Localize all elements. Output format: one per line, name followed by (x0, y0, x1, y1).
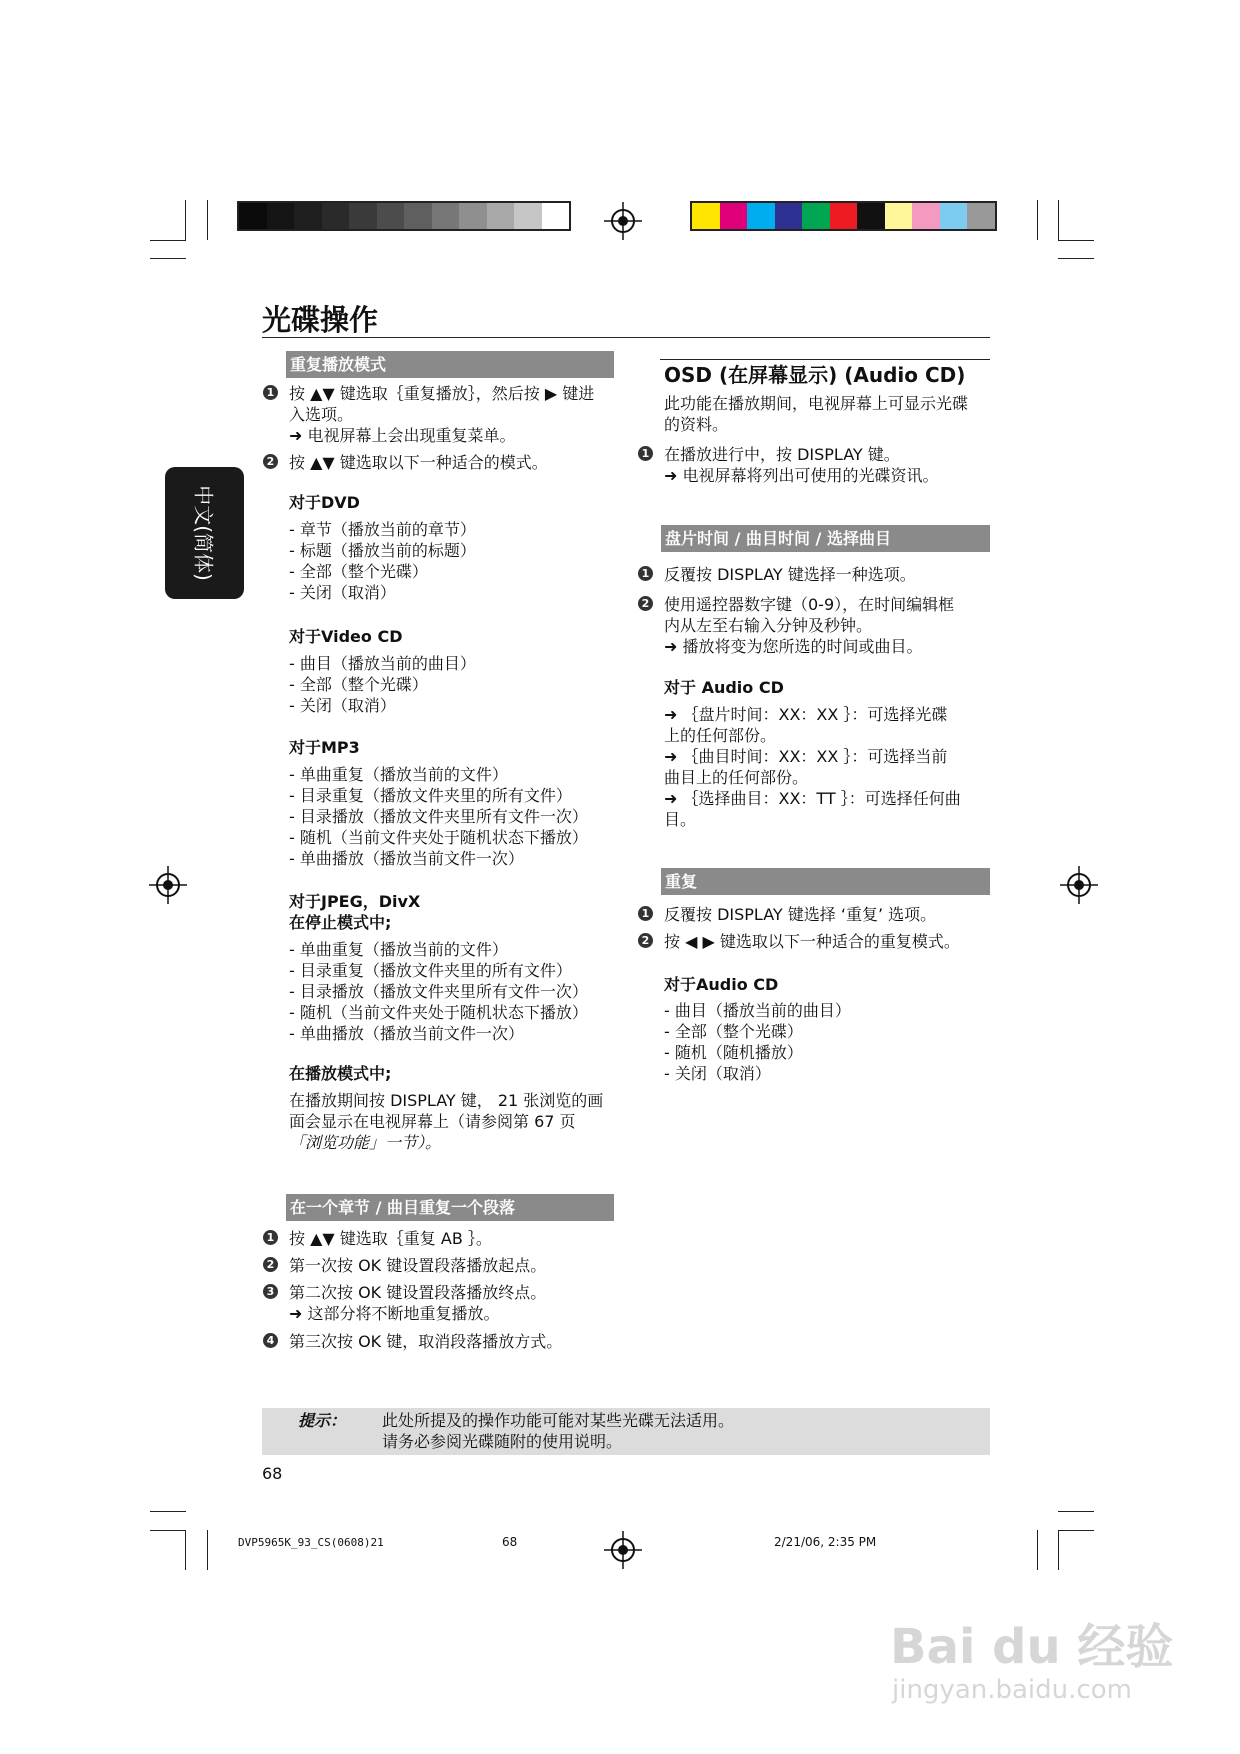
crop-mark (1037, 1530, 1038, 1570)
list-item: - 目录播放（播放文件夹里所有文件一次） (289, 807, 588, 826)
crop-mark (150, 240, 186, 241)
crop-mark (185, 200, 186, 240)
paragraph-line: 在播放期间按 DISPLAY 键， 21 张浏览的画 (289, 1091, 604, 1110)
crop-mark (207, 1530, 208, 1570)
watermark-url: jingyan.baidu.com (892, 1675, 1132, 1705)
crop-mark (1037, 200, 1038, 240)
registration-mark-icon (149, 866, 187, 904)
subheading-audio-cd: 对于 Audio CD (664, 678, 784, 697)
section-header-repeat-mode: 重复播放模式 (286, 351, 614, 378)
step-text: 按 ▲▼ 键选取｛重复播放｝，然后按 ▶ 键进 (289, 384, 595, 403)
step-text: 在播放进行中，按 DISPLAY 键。 (664, 445, 900, 464)
step-number-badge: 2 (263, 1257, 278, 1272)
step-text: 使用遥控器数字键（0-9），在时间编辑框 (664, 595, 955, 614)
option-line: 目。 (664, 810, 697, 829)
section-header-repeat: 重复 (661, 868, 990, 895)
color-calibration-bar (690, 201, 997, 231)
page-number: 68 (262, 1464, 283, 1483)
crop-mark (207, 200, 208, 240)
list-item: - 单曲播放（播放当前文件一次） (289, 849, 524, 868)
list-item: - 随机（当前文件夹处于随机状态下播放） (289, 828, 588, 847)
step-number-badge: 1 (638, 906, 653, 921)
crop-mark (1058, 200, 1059, 240)
step-text: 入选项。 (289, 405, 354, 424)
list-item: - 单曲重复（播放当前的文件） (289, 765, 508, 784)
list-item: - 曲目（播放当前的曲目） (289, 654, 476, 673)
option-line: ➜ ｛选择曲目：XX：TT ｝：可选择任何曲 (664, 789, 961, 808)
tip-line: 请务必参阅光碟随附的使用说明。 (382, 1432, 623, 1451)
step-number-badge: 1 (263, 1230, 278, 1245)
language-tab (165, 467, 244, 599)
color-swatch (542, 203, 570, 229)
color-swatch (294, 203, 322, 229)
footer-page: 68 (502, 1535, 518, 1549)
step-text: 反覆按 DISPLAY 键选择 ‘重复’ 选项。 (664, 905, 937, 924)
subheading-play-mode: 在播放模式中; (289, 1064, 392, 1083)
tip-line: 此处所提及的操作功能可能对某些光碟无法适用。 (382, 1411, 735, 1430)
tip-label: 提示： (298, 1411, 347, 1430)
crop-mark (150, 258, 186, 259)
crop-mark (150, 1530, 186, 1531)
paragraph-line: 面会显示在电视屏幕上（请参阅第 67 页 (289, 1112, 576, 1131)
list-item: - 关闭（取消） (664, 1064, 771, 1083)
color-swatch (404, 203, 432, 229)
page-title: 光碟操作 (262, 303, 379, 337)
paragraph-line: 的资料。 (664, 415, 729, 434)
list-item: - 关闭（取消） (289, 696, 396, 715)
color-swatch (487, 203, 515, 229)
paragraph-line: 「浏览功能」一节）。 (289, 1133, 442, 1152)
registration-mark-icon (604, 1531, 642, 1569)
step-result: ➜ 电视屏幕将列出可使用的光碟资讯。 (664, 466, 939, 485)
osd-heading: OSD (在屏幕显示) (Audio CD) (664, 363, 966, 387)
option-line: ➜ ｛盘片时间：XX：XX ｝：可选择光碟 (664, 705, 948, 724)
color-swatch (940, 203, 968, 229)
registration-mark-icon (604, 202, 642, 240)
color-swatch (692, 203, 720, 229)
list-item: - 全部（整个光碟） (289, 675, 428, 694)
color-swatch (432, 203, 460, 229)
list-item: - 随机（当前文件夹处于随机状态下播放） (289, 1003, 588, 1022)
step-number-badge: 1 (638, 446, 653, 461)
color-swatch (747, 203, 775, 229)
crop-mark (1058, 1530, 1059, 1570)
color-swatch (720, 203, 748, 229)
color-swatch (967, 203, 995, 229)
color-swatch (857, 203, 885, 229)
crop-mark (150, 1511, 186, 1512)
step-text: 按 ▲▼ 键选取｛重复 AB ｝。 (289, 1229, 492, 1248)
option-line: 上的任何部份。 (664, 726, 777, 745)
list-item: - 目录重复（播放文件夹里的所有文件） (289, 786, 572, 805)
step-text: 第三次按 OK 键，取消段落播放方式。 (289, 1332, 563, 1351)
step-number-badge: 4 (263, 1333, 278, 1348)
color-swatch (377, 203, 405, 229)
list-item: - 目录播放（播放文件夹里所有文件一次） (289, 982, 588, 1001)
color-swatch (459, 203, 487, 229)
option-line: 曲目上的任何部份。 (664, 768, 809, 787)
color-swatch (912, 203, 940, 229)
step-result: ➜ 播放将变为您所选的时间或曲目。 (664, 637, 923, 656)
color-swatch (830, 203, 858, 229)
subheading-jpeg: 对于JPEG，DivX (289, 892, 421, 911)
step-number-badge: 2 (638, 933, 653, 948)
list-item: - 全部（整个光碟） (289, 562, 428, 581)
list-item: - 关闭（取消） (289, 583, 396, 602)
step-number-badge: 1 (263, 385, 278, 400)
color-swatch (885, 203, 913, 229)
language-tab-label: 中文(简体) (191, 485, 215, 581)
subheading-audio-cd: 对于Audio CD (664, 975, 779, 994)
step-text: 按 ◀ ▶ 键选取以下一种适合的重复模式。 (664, 932, 960, 951)
option-line: ➜ ｛曲目时间：XX：XX ｝：可选择当前 (664, 747, 948, 766)
step-number-badge: 2 (638, 596, 653, 611)
color-swatch (802, 203, 830, 229)
step-text: 第二次按 OK 键设置段落播放终点。 (289, 1283, 547, 1302)
subheading-vcd: 对于Video CD (289, 627, 403, 646)
step-text: 内从左至右输入分钟及秒钟。 (664, 616, 873, 635)
list-item: - 单曲重复（播放当前的文件） (289, 940, 508, 959)
title-divider (262, 337, 990, 338)
list-item: - 目录重复（播放文件夹里的所有文件） (289, 961, 572, 980)
section-header-ab-repeat: 在一个章节 / 曲目重复一个段落 (286, 1194, 614, 1221)
subheading-mp3: 对于MP3 (289, 738, 360, 757)
subheading-stop-mode: 在停止模式中; (289, 913, 392, 932)
crop-mark (1058, 240, 1094, 241)
footer-date: 2/21/06, 2:35 PM (774, 1535, 877, 1549)
step-number-badge: 3 (263, 1284, 278, 1299)
crop-mark (1058, 1530, 1094, 1531)
color-swatch (349, 203, 377, 229)
crop-mark (1058, 258, 1094, 259)
color-swatch (267, 203, 295, 229)
subheading-dvd: 对于DVD (289, 493, 360, 512)
watermark-brand: Bai du 经验 (890, 1619, 1174, 1675)
list-item: - 标题（播放当前的标题） (289, 541, 476, 560)
list-item: - 单曲播放（播放当前文件一次） (289, 1024, 524, 1043)
crop-mark (185, 1530, 186, 1570)
list-item: - 曲目（播放当前的曲目） (664, 1001, 851, 1020)
osd-divider (660, 359, 990, 360)
step-number-badge: 1 (638, 566, 653, 581)
step-text: 第一次按 OK 键设置段落播放起点。 (289, 1256, 547, 1275)
step-text: 按 ▲▼ 键选取以下一种适合的模式。 (289, 453, 548, 472)
list-item: - 随机（随机播放） (664, 1043, 803, 1062)
crop-mark (1058, 1511, 1094, 1512)
grayscale-calibration-bar (237, 201, 571, 231)
step-result: ➜ 电视屏幕上会出现重复菜单。 (289, 426, 516, 445)
list-item: - 全部（整个光碟） (664, 1022, 803, 1041)
footer-filename: DVP5965K_93_CS(0608)21 (238, 1536, 384, 1549)
step-text: 反覆按 DISPLAY 键选择一种选项。 (664, 565, 916, 584)
step-result: ➜ 这部分将不断地重复播放。 (289, 1304, 500, 1323)
color-swatch (775, 203, 803, 229)
registration-mark-icon (1060, 866, 1098, 904)
color-swatch (514, 203, 542, 229)
step-number-badge: 2 (263, 454, 278, 469)
paragraph-line: 此功能在播放期间，电视屏幕上可显示光碟 (664, 394, 969, 413)
section-header-time-search: 盘片时间 / 曲目时间 / 选择曲目 (661, 525, 990, 552)
color-swatch (322, 203, 350, 229)
list-item: - 章节（播放当前的章节） (289, 520, 476, 539)
color-swatch (239, 203, 267, 229)
